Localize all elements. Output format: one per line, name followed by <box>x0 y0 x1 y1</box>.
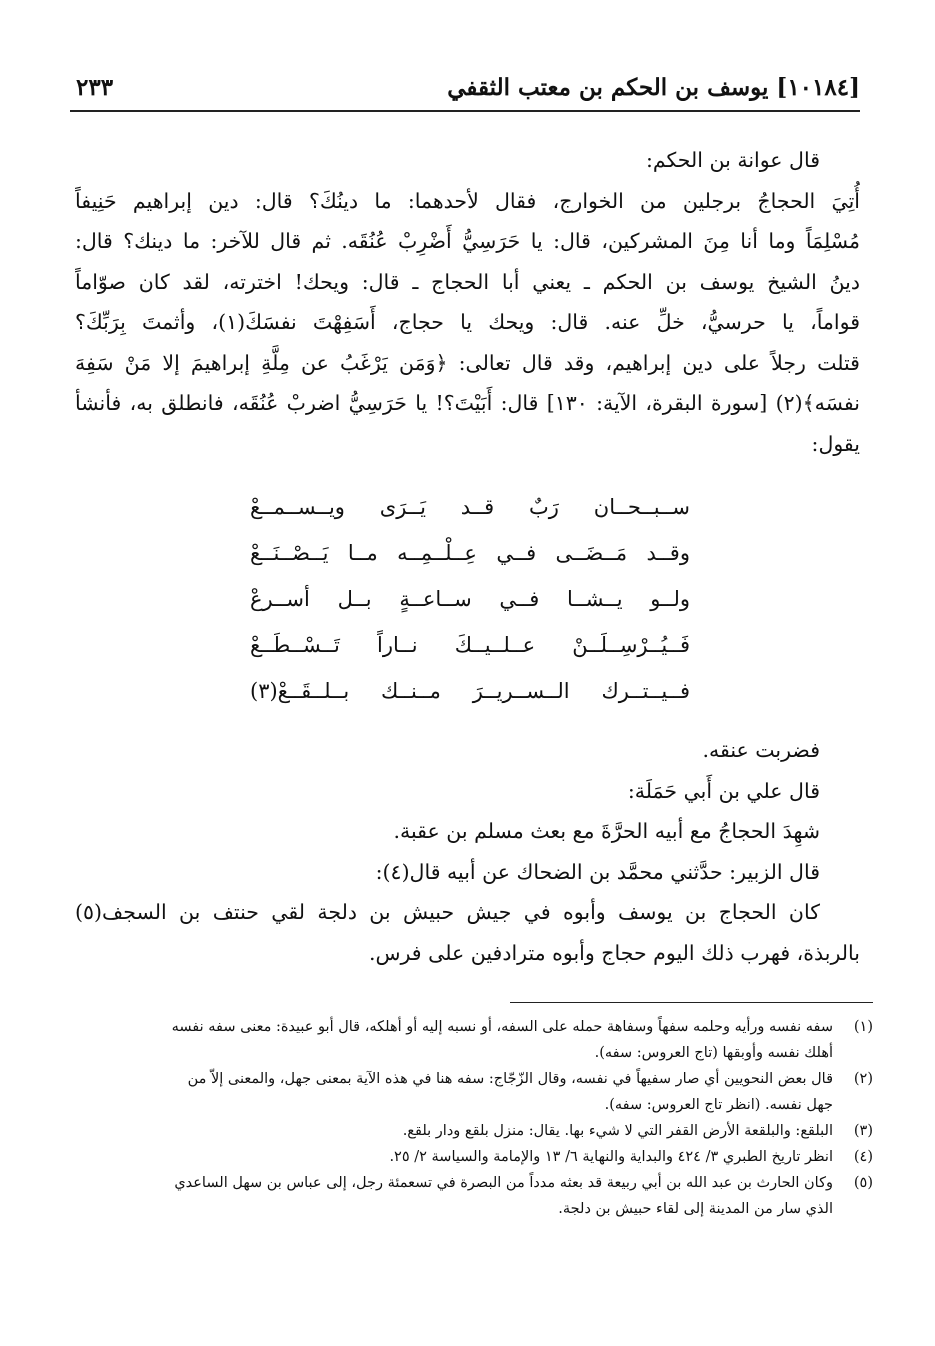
footnote-number: (٣) <box>853 1123 873 1139</box>
body-line: أُتِيَ الحجاجُ برجلين من الخوارج، فقال لأحدهما: ما دينُكَ؟ قال: دين إبراهيم حَنِيفاً <box>75 188 860 213</box>
poem <box>250 484 690 714</box>
footnote-rule <box>510 1002 873 1003</box>
footnote-line: سفه نفسه ورأيه وحلمه سفهاً وسفاهة حمله على السفه، أو نسبه إليه أو أهلكه، قال أبو عبيدة: معنى سفه نفسه <box>171 1019 833 1035</box>
body-line: يقول: <box>811 431 860 456</box>
footnote-line: قال بعض النحويين أي صار سفيهاً في نفسه، وقال الزّجّاج: سفه هنا في هذه الآية بمعنى جهل، والمعنى إلاّ من <box>187 1071 833 1087</box>
page-number: ٢٣٣ <box>76 74 114 101</box>
poem-line: ســبــحــان رَبٌ قــد يَــرَى ويــســمــعْ <box>250 495 690 519</box>
body-line: قال عوانة بن الحكم: <box>645 148 820 172</box>
body-line: قتلت رجلاً على دين إبراهيم، وقد قال تعالى: ﴿وَمَن يَرْغَبُ عن مِلَّةِ إبراهيمَ إلا مَنْ سَفِهَ <box>75 350 860 375</box>
poem-line: فَــيُــرْسِــلَــنْ عــلــيــكَ نــاراً تَــسْــطَــعْ <box>250 633 690 657</box>
poem-line: وقــد مَــضَــى فــي عِــلْــمِــه مــا يَــصْــنَــعْ <box>250 541 690 565</box>
footnote <box>75 1170 873 1222</box>
footnote-line: أهلك نفسه وأوبقها (تاج العروس: سفه). <box>594 1045 833 1061</box>
body-line: دينُ الشيخ يوسف بن الحكم ـ يعني أبا الحجاج ـ قال: ويحك! اخترته، لقد كان صوّاماً <box>75 269 860 294</box>
footnote-line: البلقع: والبلقعة الأرض القفر التي لا شيء بها. يقال: منزل بلقع ودار بلقع. <box>402 1123 833 1139</box>
body-line: كان الحجاج بن يوسف وأبوه في جيش حبيش بن دلجة لقي حنتف بن السجف(٥) <box>75 900 820 924</box>
body-line: نفسَه﴾(٢) [سورة البقرة، الآية: ١٣٠] قال: أَبَيْتَ؟! يا حَرَسِيُّ اضربْ عُنُقَه، فانطلق به، فأنشأ <box>75 391 860 415</box>
footnote-line: جهل نفسه. (انظر تاج العروس: سفه). <box>604 1097 833 1113</box>
footnote-line: وكان الحارث بن عبد الله بن أبي ربيعة قد بعثه مدداً من البصرة في تسعمئة رجل، إلى عباس بن سهل الساعدي <box>174 1175 833 1191</box>
body-line: بالربذة، فهرب ذلك اليوم حجاج وأبوه مترادفين على فرس. <box>368 940 860 965</box>
footnote <box>75 1014 873 1066</box>
header-title: [١٠١٨٤] يوسف بن الحكم بن معتب الثقفي <box>447 74 860 101</box>
footnote <box>75 1066 873 1118</box>
running-header <box>70 72 860 108</box>
body-line: مُسْلِمَاً وما أنا مِنَ المشركين، قال: يا حَرَسِيُّ أَضْرِبْ عُنُقَه. ثم قال للآخر: ما دينك؟ قال: <box>75 229 860 253</box>
footnote-line: الذي سار من المدينة إلى لقاء حبيش بن دلجة. <box>558 1201 833 1217</box>
footnote <box>75 1118 873 1144</box>
main-text <box>75 140 860 464</box>
main-text-continued <box>75 730 860 973</box>
body-line: فضربت عنقه. <box>702 738 820 762</box>
body-line: قواماً، يا حرسيُّ، خلِّ عنه. قال: ويحك يا حجاج، أَسَفِهْتَ نفسَكَ(١)، وأثمتَ بِرَبِّكَ؟ <box>75 310 860 334</box>
poem-line: ولــو يــشــا فــي ســاعــةٍ بــل أســرعْ <box>250 587 690 611</box>
footnote-number: (١) <box>853 1019 873 1035</box>
header-rule <box>70 110 860 112</box>
body-line: قال الزبير: حدَّثني محمَّد بن الضحاك عن أبيه قال(٤): <box>375 859 820 884</box>
footnote-number: (٥) <box>853 1175 873 1191</box>
footnote-number: (٤) <box>853 1149 873 1165</box>
footnote <box>75 1144 873 1170</box>
poem-line: فــيــتــرك الــســريــرَ مــنــك بــلــقَــعْ(٣) <box>250 679 690 703</box>
body-line: شهِدَ الحجاجُ مع أبيه الحرَّةَ مع بعث مسلم بن عقبة. <box>393 819 820 843</box>
footnotes <box>75 1014 873 1222</box>
footnote-number: (٢) <box>853 1071 873 1087</box>
body-line: قال علي بن أَبي حَمَلَة: <box>627 778 820 803</box>
footnote-line: انظر تاريخ الطبري ٣/ ٤٢٤ والبداية والنهاية ٦/ ١٣ والإمامة والسياسة ٢/ ٢٥. <box>389 1149 833 1165</box>
